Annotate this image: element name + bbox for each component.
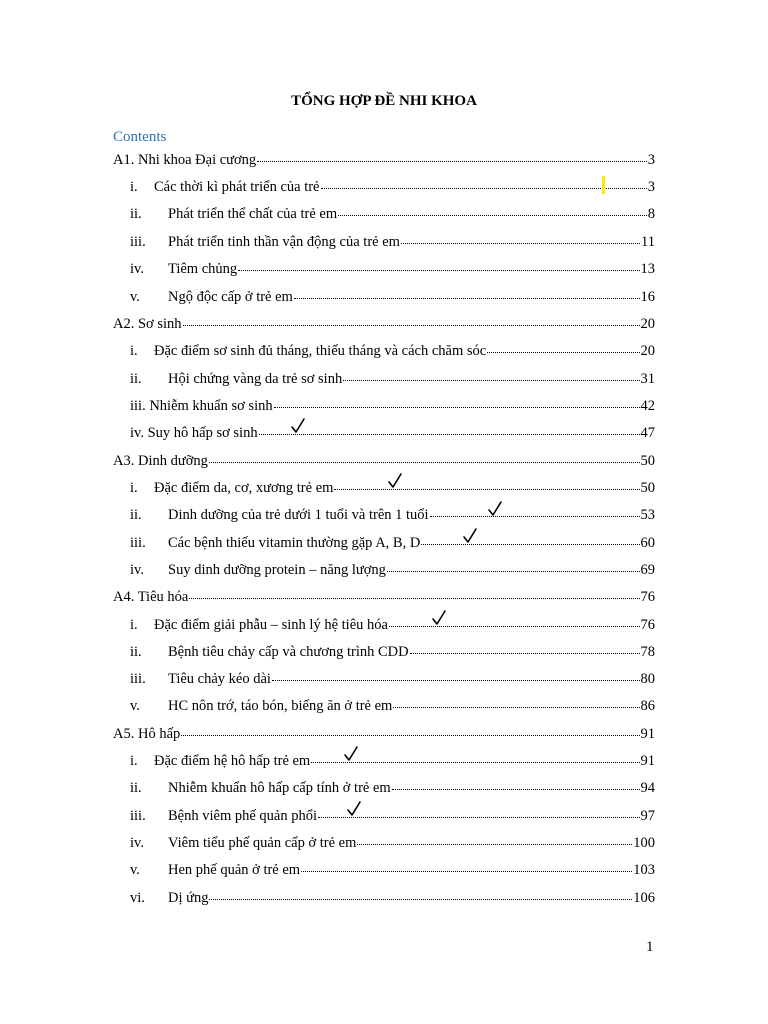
dot-leader bbox=[209, 461, 640, 463]
checkmark-icon bbox=[487, 500, 503, 518]
toc-entry-number: iv. bbox=[130, 835, 144, 851]
dot-leader bbox=[389, 625, 640, 627]
dot-leader bbox=[311, 761, 639, 763]
toc-entry[interactable] bbox=[113, 587, 655, 607]
toc-entry-number: ii. bbox=[130, 371, 142, 387]
toc-page-number: 69 bbox=[640, 562, 655, 578]
dot-leader bbox=[393, 706, 639, 708]
toc-entry-label: Các thời kì phát triển của trẻ bbox=[154, 179, 320, 195]
toc-page-number: 76 bbox=[640, 589, 655, 605]
toc-entry[interactable] bbox=[130, 833, 655, 853]
toc-entry-number: ii. bbox=[130, 507, 142, 523]
toc-page-number: 31 bbox=[640, 371, 655, 387]
toc-entry[interactable] bbox=[130, 505, 655, 525]
toc-entry-label: A4. Tiêu hóa bbox=[113, 589, 189, 605]
toc-entry-number: i. bbox=[130, 480, 138, 496]
toc-entry-label: A2. Sơ sinh bbox=[113, 316, 182, 332]
toc-entry-number: ii. bbox=[130, 206, 142, 222]
toc-page-number: 16 bbox=[640, 289, 655, 305]
toc-page-number: 50 bbox=[640, 480, 655, 496]
toc-entry-number: v. bbox=[130, 289, 140, 305]
toc-entry[interactable] bbox=[130, 806, 655, 826]
dot-leader bbox=[272, 679, 640, 681]
dot-leader bbox=[421, 543, 639, 545]
toc-entry[interactable] bbox=[130, 615, 655, 635]
toc-page-number: 47 bbox=[640, 425, 655, 441]
dot-leader bbox=[334, 488, 639, 490]
dot-leader bbox=[189, 597, 639, 599]
toc-page-number: 80 bbox=[640, 671, 655, 687]
text-cursor-highlight bbox=[602, 176, 605, 194]
contents-heading: Contents bbox=[113, 129, 167, 145]
toc-page-number: 50 bbox=[640, 453, 655, 469]
toc-page-number: 11 bbox=[641, 234, 655, 250]
toc-entry[interactable] bbox=[130, 533, 655, 553]
toc-entry-label: Hen phế quản ở trẻ em bbox=[168, 862, 301, 878]
toc-entry-number: iii. bbox=[130, 808, 146, 824]
toc-page-number: 20 bbox=[640, 316, 655, 332]
toc-entry-number: i. bbox=[130, 617, 138, 633]
toc-entry-label: iv. Suy hô hấp sơ sinh bbox=[130, 425, 258, 441]
dot-leader bbox=[301, 870, 632, 872]
toc-entry-label: A3. Dinh dưỡng bbox=[113, 453, 208, 469]
toc-entry-label: Tiêu chảy kéo dài bbox=[168, 671, 271, 687]
toc-entry-number: ii. bbox=[130, 644, 142, 660]
toc-entry-number: ii. bbox=[130, 780, 142, 796]
toc-entry-number: iii. bbox=[130, 535, 146, 551]
page-number: 1 bbox=[646, 939, 654, 955]
toc-entry-label: Hội chứng vàng da trẻ sơ sinh bbox=[168, 371, 343, 387]
dot-leader bbox=[318, 816, 639, 818]
toc-entry-number: v. bbox=[130, 698, 140, 714]
toc-entry[interactable] bbox=[130, 751, 655, 771]
toc-entry[interactable] bbox=[130, 259, 655, 279]
toc-entry[interactable] bbox=[130, 642, 655, 662]
toc-entry-label: Dinh dưỡng của trẻ dưới 1 tuổi và trên 1 tuổi bbox=[168, 507, 429, 523]
toc-entry[interactable] bbox=[130, 177, 655, 197]
toc-entry[interactable] bbox=[130, 423, 655, 443]
dot-leader bbox=[387, 570, 640, 572]
toc-entry-label: Phát triển tinh thần vận động của trẻ em bbox=[168, 234, 400, 250]
toc-entry-label: Bệnh viêm phế quản phổi bbox=[168, 808, 318, 824]
dot-leader bbox=[257, 160, 647, 162]
toc-entry-label: Đặc điểm da, cơ, xương trẻ em bbox=[154, 480, 334, 496]
toc-entry[interactable] bbox=[113, 150, 655, 170]
toc-entry-label: A5. Hô hấp bbox=[113, 726, 181, 742]
toc-entry[interactable] bbox=[130, 396, 655, 416]
checkmark-icon bbox=[387, 472, 403, 490]
toc-page-number: 78 bbox=[640, 644, 655, 660]
toc-entry-label: Đặc điểm hệ hô hấp trẻ em bbox=[154, 753, 311, 769]
checkmark-icon bbox=[462, 527, 478, 545]
toc-page-number: 106 bbox=[633, 890, 655, 906]
dot-leader bbox=[238, 269, 639, 271]
toc-page-number: 100 bbox=[633, 835, 655, 851]
dot-leader bbox=[338, 214, 647, 216]
toc-entry-number: iii. bbox=[130, 234, 146, 250]
dot-leader bbox=[487, 351, 639, 353]
toc-entry-label: Bệnh tiêu chảy cấp và chương trình CDD bbox=[168, 644, 409, 660]
toc-page-number: 86 bbox=[640, 698, 655, 714]
toc-entry-number: iii. bbox=[130, 671, 146, 687]
toc-page-number: 103 bbox=[633, 862, 655, 878]
toc-page-number: 97 bbox=[640, 808, 655, 824]
toc-entry[interactable] bbox=[130, 669, 655, 689]
toc-page-number: 94 bbox=[640, 780, 655, 796]
dot-leader bbox=[392, 788, 640, 790]
toc-entry[interactable] bbox=[113, 724, 655, 744]
toc-entry[interactable] bbox=[130, 860, 655, 880]
toc-entry-label: HC nôn trớ, táo bón, biếng ăn ở trẻ em bbox=[168, 698, 393, 714]
toc-entry-label: Viêm tiểu phế quản cấp ở trẻ em bbox=[168, 835, 357, 851]
toc-page-number: 20 bbox=[640, 343, 655, 359]
checkmark-icon bbox=[346, 800, 362, 818]
toc-entry[interactable] bbox=[113, 451, 655, 471]
toc-entry-number: i. bbox=[130, 753, 138, 769]
dot-leader bbox=[294, 297, 640, 299]
toc-entry-number: vi. bbox=[130, 890, 145, 906]
dot-leader bbox=[181, 734, 639, 736]
toc-page-number: 53 bbox=[640, 507, 655, 523]
toc-entry-label: Suy dinh dưỡng protein – năng lượng bbox=[168, 562, 386, 578]
dot-leader bbox=[343, 379, 639, 381]
toc-entry-number: i. bbox=[130, 343, 138, 359]
toc-entry-number: i. bbox=[130, 179, 138, 195]
toc-entry[interactable] bbox=[130, 341, 655, 361]
document-title: TỔNG HỢP ĐỀ NHI KHOA bbox=[291, 93, 477, 109]
toc-entry[interactable] bbox=[130, 560, 655, 580]
dot-leader bbox=[401, 242, 640, 244]
toc-entry-number: iv. bbox=[130, 261, 144, 277]
toc-page-number: 91 bbox=[640, 753, 655, 769]
toc-entry-label: iii. Nhiễm khuẩn sơ sinh bbox=[130, 398, 273, 414]
dot-leader bbox=[183, 324, 640, 326]
toc-entry-label: Tiêm chủng bbox=[168, 261, 238, 277]
checkmark-icon bbox=[290, 417, 306, 435]
dot-leader bbox=[357, 843, 632, 845]
toc-entry-number: v. bbox=[130, 862, 140, 878]
toc-page-number: 3 bbox=[647, 152, 655, 168]
toc-entry[interactable] bbox=[130, 696, 655, 716]
toc-entry-label: A1. Nhi khoa Đại cương bbox=[113, 152, 257, 168]
toc-page-number: 42 bbox=[640, 398, 655, 414]
toc-entry[interactable] bbox=[130, 232, 655, 252]
toc-entry-label: Đặc điểm giải phẫu – sinh lý hệ tiêu hóa bbox=[154, 617, 388, 633]
toc-entry-label: Các bệnh thiếu vitamin thường gặp A, B, D bbox=[168, 535, 421, 551]
toc-page-number: 8 bbox=[647, 206, 655, 222]
toc-entry-label: Nhiễm khuẩn hô hấp cấp tính ở trẻ em bbox=[168, 780, 391, 796]
dot-leader bbox=[274, 406, 640, 408]
checkmark-icon bbox=[431, 609, 447, 627]
toc-entry[interactable] bbox=[130, 369, 655, 389]
toc-page-number: 3 bbox=[647, 179, 655, 195]
toc-page-number: 76 bbox=[640, 617, 655, 633]
toc-entry[interactable] bbox=[130, 778, 655, 798]
toc-entry[interactable] bbox=[130, 287, 655, 307]
toc-entry-label: Ngộ độc cấp ở trẻ em bbox=[168, 289, 293, 305]
toc-entry[interactable] bbox=[113, 314, 655, 334]
toc-entry[interactable] bbox=[130, 888, 655, 908]
dot-leader bbox=[430, 515, 640, 517]
dot-leader bbox=[321, 187, 647, 189]
checkmark-icon bbox=[343, 745, 359, 763]
toc-entry-label: Dị ứng bbox=[168, 890, 209, 906]
dot-leader bbox=[259, 433, 640, 435]
toc-page-number: 60 bbox=[640, 535, 655, 551]
toc-page-number: 13 bbox=[640, 261, 655, 277]
toc-entry-label: Phát triển thể chất của trẻ em bbox=[168, 206, 338, 222]
toc-entry-number: iv. bbox=[130, 562, 144, 578]
dot-leader bbox=[209, 898, 632, 900]
toc-page-number: 91 bbox=[640, 726, 655, 742]
toc-entry-label: Đặc điểm sơ sinh đủ tháng, thiếu tháng và cách chăm sóc bbox=[154, 343, 487, 359]
toc-entry[interactable] bbox=[130, 204, 655, 224]
dot-leader bbox=[410, 652, 640, 654]
